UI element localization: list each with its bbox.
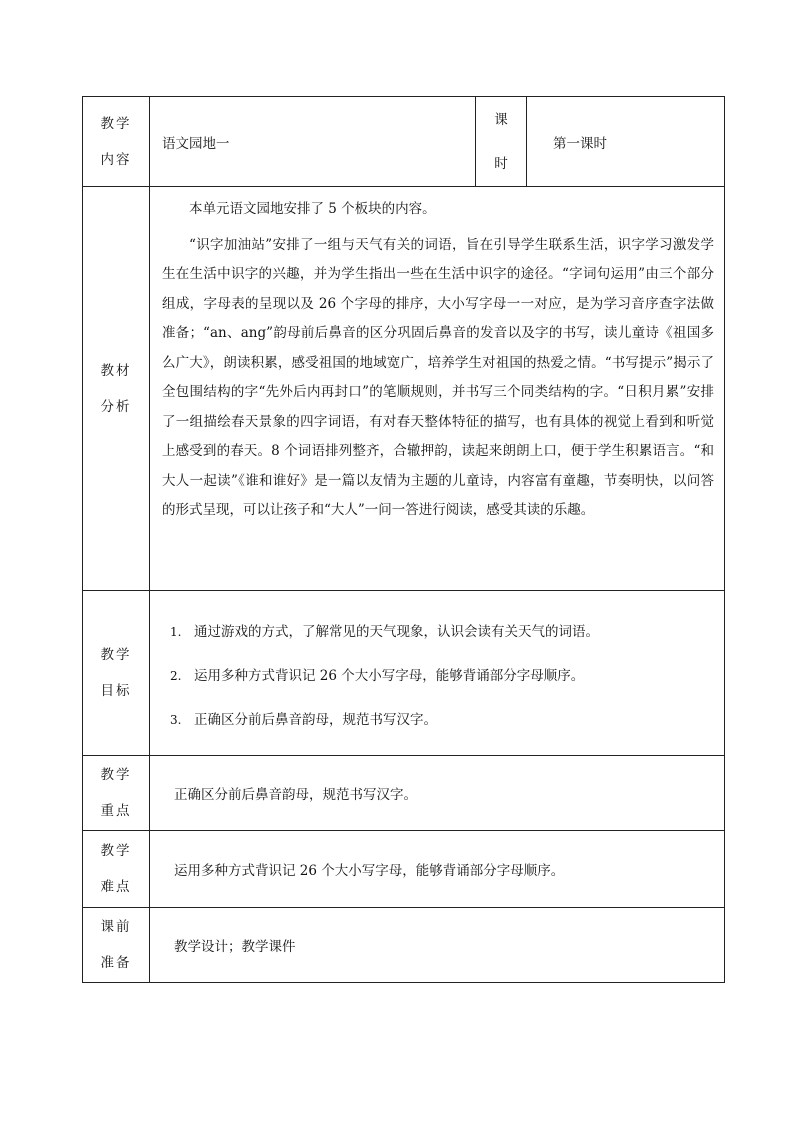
- lesson-plan-table: [82, 96, 725, 983]
- teaching-content-value: 语文园地一: [150, 97, 476, 187]
- difficulties-value: 运用多种方式背识记 26 个大小写字母，能够背诵部分字母顺序。: [150, 831, 725, 908]
- label-line: 目标: [100, 683, 132, 699]
- label-line: 教学: [100, 115, 132, 132]
- label-line: 难点: [100, 879, 132, 895]
- row-preparation: [83, 908, 725, 983]
- label-line: 课: [494, 111, 508, 128]
- label-line: 准备: [100, 955, 132, 971]
- label-line: 教学: [100, 647, 132, 663]
- goal-text: 运用多种方式背识记 26 个大小写字母，能够背诵部分字母顺序。: [194, 667, 585, 684]
- label-period: [476, 97, 527, 187]
- goal-number: 2.: [170, 668, 182, 683]
- material-analysis-text: [150, 187, 725, 591]
- label-difficulties: [83, 831, 150, 908]
- label-line: 教学: [100, 843, 132, 859]
- label-material-analysis: [83, 187, 150, 591]
- label-line: 课前: [100, 919, 132, 935]
- analysis-paragraph: 本单元语文园地安排了 5 个板块的内容。: [189, 201, 436, 217]
- row-key-points: [83, 756, 725, 831]
- label-teaching-content: [83, 97, 150, 187]
- goal-text: 通过游戏的方式，了解常见的天气现象，认识会读有关天气的词语。: [194, 623, 599, 640]
- goal-item: [170, 665, 714, 687]
- label-line: 教材: [100, 362, 132, 379]
- preparation-value: 教学设计；教学课件: [150, 908, 725, 983]
- label-line: 重点: [100, 803, 132, 819]
- period-value: 第一课时: [527, 97, 725, 187]
- label-line: 内容: [100, 151, 132, 168]
- goal-text: 正确区分前后鼻音韵母，规范书写汉字。: [194, 711, 437, 728]
- label-line: 分析: [100, 398, 132, 415]
- label-key-points: [83, 756, 150, 831]
- row-difficulties: [83, 831, 725, 908]
- label-teaching-goals: [83, 591, 150, 756]
- teaching-goals-list: [150, 591, 725, 756]
- goal-item: [170, 709, 714, 731]
- goal-number: 1.: [170, 624, 182, 639]
- label-line: 教学: [100, 767, 132, 783]
- row-teaching-content: [83, 97, 725, 187]
- row-material-analysis: [83, 187, 725, 591]
- key-points-value: 正确区分前后鼻音韵母，规范书写汉字。: [150, 756, 725, 831]
- label-preparation: [83, 908, 150, 983]
- row-teaching-goals: [83, 591, 725, 756]
- label-line: 时: [494, 155, 508, 172]
- analysis-paragraph: “识字加油站”安排了一组与天气有关的词语，旨在引导学生联系生活，识字学习激发学生在生活中识字的兴趣，并为学生指出一些在生活中识字的途径。“字词句运用”由三个部分组成，字母表的呈现以及 26 个字母的排序，大小写字母一一对应，是为学习音序查字法做准备；“an、ang”韵母前后鼻音的区分巩固后鼻音的发音以及字的书写，读儿童诗《祖国多么广大》，朗读积累，感受祖国的地域宽广，培养学生对祖国的热爱之情。“书写提示”揭示了全包围结构的字“先外后内再封口”的笔顺规则，并书写三个同类结构的字。“日积月累”安排了一组描绘春天景象的四字词语，有对春天整体特征的描写，也有具体的视觉上看到和听觉上感受到的春天。8 个词语排列整齐，合辙押韵，读起来朗朗上口，便于学生积累语言。“和大人一起读”《谁和谁好》是一篇以友情为主题的儿童诗，内容富有童趣，节奏明快，以问答的形式呈现，可以让孩子和“大人”一问一答进行阅读，感受其读的乐趣。: [162, 236, 714, 518]
- goal-item: [170, 621, 714, 643]
- goal-number: 3.: [170, 712, 182, 727]
